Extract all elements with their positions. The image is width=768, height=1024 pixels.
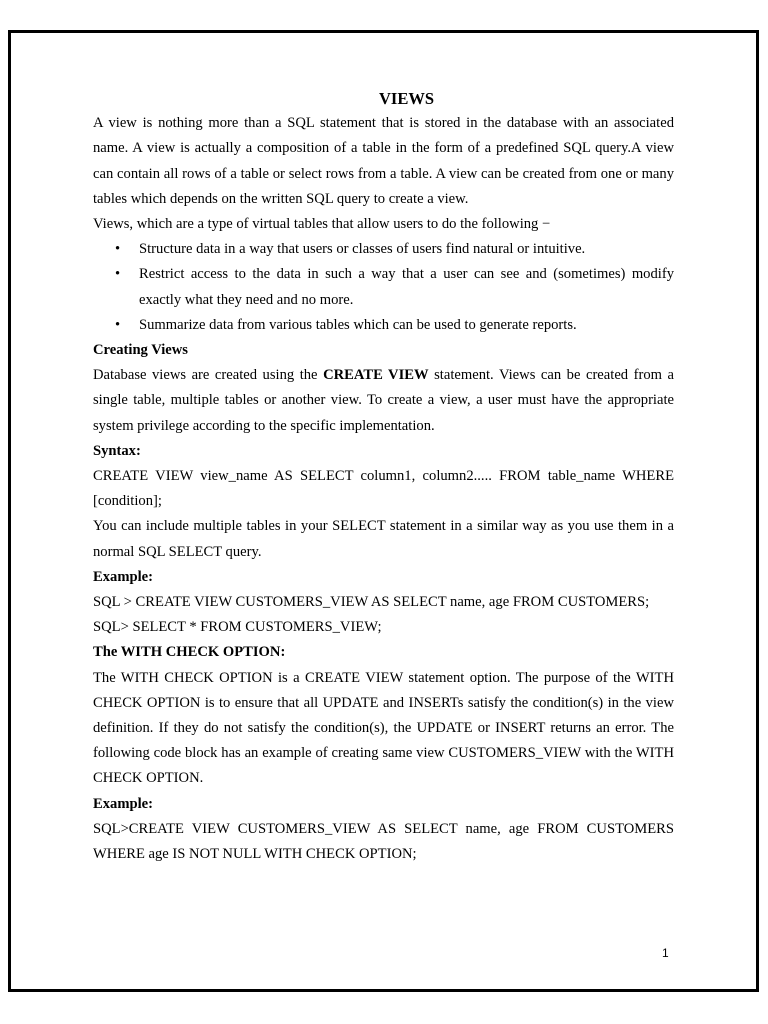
list-item-text: Structure data in a way that users or classes of users find natural or intuitive. [139,241,586,258]
create-view-keyword: CREATE VIEW [323,367,429,384]
check-option-heading: The WITH CHECK OPTION: [93,644,286,661]
creating-views-heading: Creating Views [93,342,188,359]
creating-views-paragraph [93,363,674,439]
feature-list [93,237,674,338]
creating-views-text-start: Database views are created using the [93,367,324,384]
document-body [93,86,674,867]
list-item [93,262,674,312]
check-option-paragraph: The WITH CHECK OPTION is a CREATE VIEW statement option. The purpose of the WITH CHECK OPTION is to ensure that all UPDATE and INSERTs satisfy the condition(s) in the view definition. If they do not satisfy the condition(s), the UPDATE or INSERT returns an error. The following code block has an example of creating same view CUSTOMERS_VIEW with the WITH CHECK OPTION. [93,669,674,787]
list-item [93,237,674,262]
creating-views-text-end: statement. Views can be created from a single table, multiple tables or another view. To create a view, a user must have the appropriate system privilege according to the specific implementation. [93,367,674,434]
example-heading: Example: [93,795,153,812]
list-item-text: Restrict access to the data in such a way that a user can see and (sometimes) modify exactly what they need and no more. [139,266,674,308]
bullet-icon: • [115,241,121,258]
views-lead-paragraph: Views, which are a type of virtual tables that allow users to do the following − [93,216,551,233]
example-heading: Example: [93,568,153,585]
intro-paragraph: A view is nothing more than a SQL statement that is stored in the database with an associated name. A view is actually a composition of a table in the form of a predefined SQL query.A view can contain all rows of a table or select rows from a table. A view can be created from one or many tables which depends on the written SQL query to create a view. [93,115,674,207]
syntax-code: CREATE VIEW view_name AS SELECT column1, column2..... FROM table_name WHERE [condition]; [93,468,674,510]
example-code-line: SQL > CREATE VIEW CUSTOMERS_VIEW AS SELECT name, age FROM CUSTOMERS; [93,594,650,611]
list-item-text: Summarize data from various tables which can be used to generate reports. [139,316,577,333]
page-title: VIEWS [378,89,435,108]
bullet-icon: • [115,266,121,283]
example-code-line: SQL> SELECT * FROM CUSTOMERS_VIEW; [93,619,382,636]
bullet-icon: • [115,316,121,333]
syntax-note: You can include multiple tables in your SELECT statement in a similar way as you use them in a normal SQL SELECT query. [93,518,674,560]
page-number: 1 [662,946,669,960]
list-item [93,313,674,338]
example-code-line: SQL>CREATE VIEW CUSTOMERS_VIEW AS SELECT name, age FROM CUSTOMERS WHERE age IS NOT NULL WITH CHECK OPTION; [93,820,674,863]
syntax-heading: Syntax: [93,442,141,459]
